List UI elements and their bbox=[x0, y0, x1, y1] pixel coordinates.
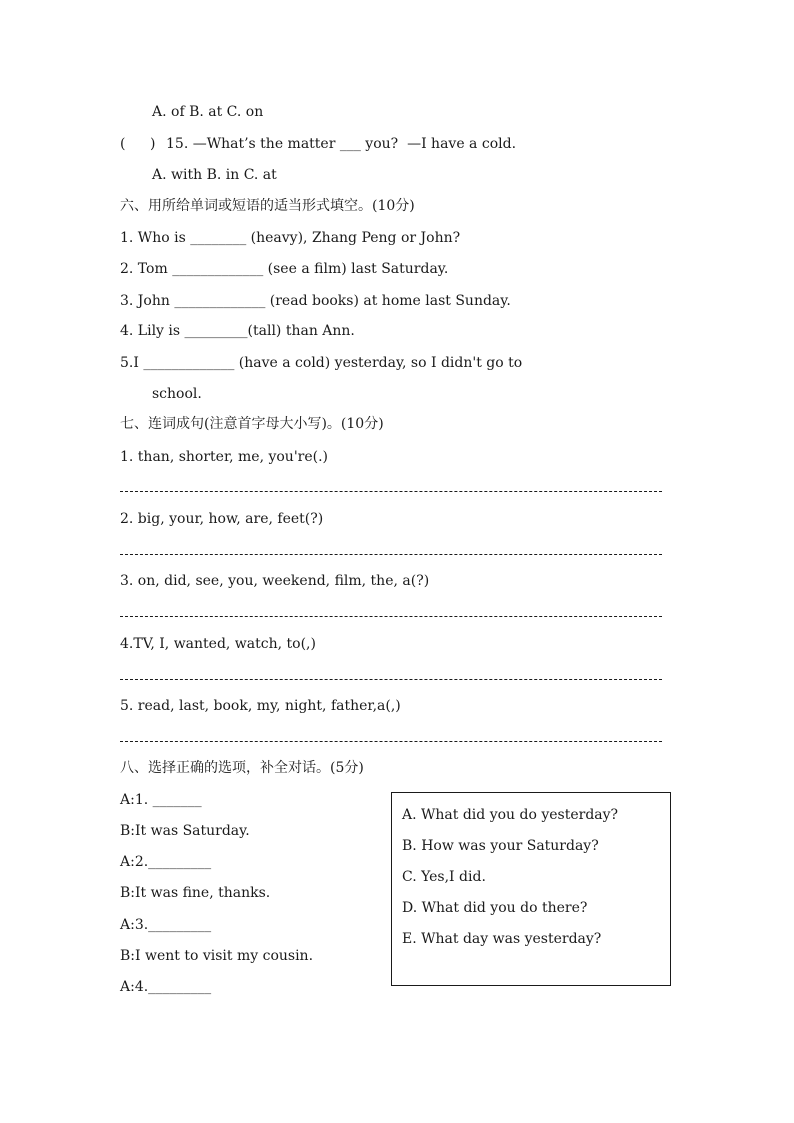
section7-item-2: 2. big, your, how, are, feet(?) bbox=[120, 511, 324, 527]
section6-heading: 六、用所给单词或短语的适当形式填空。(10分) bbox=[120, 198, 415, 214]
q14-options: A. of B. at C. on bbox=[152, 104, 264, 120]
section7-item-1: 1. than, shorter, me, you're(.) bbox=[120, 449, 329, 465]
dialogue-line-2: B:It was Saturday. bbox=[120, 823, 250, 839]
section6-item-4: 4. Lily is _________(tall) than Ann. bbox=[120, 323, 355, 339]
option-b: B. How was your Saturday? bbox=[402, 838, 599, 854]
answer-line-5[interactable] bbox=[120, 741, 662, 742]
option-a: A. What did you do yesterday? bbox=[402, 807, 619, 823]
answer-line-1[interactable] bbox=[120, 491, 662, 492]
section6-item-5: 5.I _____________ (have a cold) yesterday, so I didn't go to bbox=[120, 355, 523, 371]
section7-item-4: 4.TV, I, wanted, watch, to(,) bbox=[120, 636, 316, 652]
section7-item-3: 3. on, did, see, you, weekend, film, the, a(?) bbox=[120, 573, 430, 589]
section7-heading: 七、连词成句(注意首字母大小写)。(10分) bbox=[120, 416, 384, 432]
answer-line-3[interactable] bbox=[120, 616, 662, 617]
answer-line-2[interactable] bbox=[120, 554, 662, 555]
section6-item-3: 3. John _____________ (read books) at home last Sunday. bbox=[120, 293, 511, 309]
section8-heading: 八、选择正确的选项，补全对话。(5分) bbox=[120, 760, 364, 776]
option-d: D. What did you do there? bbox=[402, 900, 588, 916]
answer-line-4[interactable] bbox=[120, 679, 662, 680]
option-e: E. What day was yesterday? bbox=[402, 931, 602, 947]
dialogue-line-6: B:I went to visit my cousin. bbox=[120, 948, 314, 964]
section6-item-5-cont: school. bbox=[152, 386, 202, 402]
options-box bbox=[391, 792, 671, 986]
section7-item-5: 5. read, last, book, my, night, father,a(,) bbox=[120, 698, 401, 714]
q15-paren-open: ( bbox=[120, 136, 126, 152]
q15-options: A. with B. in C. at bbox=[152, 167, 277, 183]
q15-paren-close: ) bbox=[150, 136, 156, 152]
dialogue-line-5: A:3._________ bbox=[120, 917, 212, 933]
section6-item-1: 1. Who is ________ (heavy), Zhang Peng or John? bbox=[120, 230, 461, 246]
dialogue-line-3: A:2._________ bbox=[120, 854, 212, 870]
option-c: C. Yes,I did. bbox=[402, 869, 486, 885]
dialogue-line-7: A:4._________ bbox=[120, 979, 212, 995]
dialogue-line-4: B:It was fine, thanks. bbox=[120, 885, 271, 901]
q15-text: 15. —What’s the matter ___ you? —I have a cold. bbox=[166, 136, 517, 152]
dialogue-line-1: A:1. _______ bbox=[120, 792, 202, 808]
section6-item-2: 2. Tom _____________ (see a film) last Saturday. bbox=[120, 261, 449, 277]
